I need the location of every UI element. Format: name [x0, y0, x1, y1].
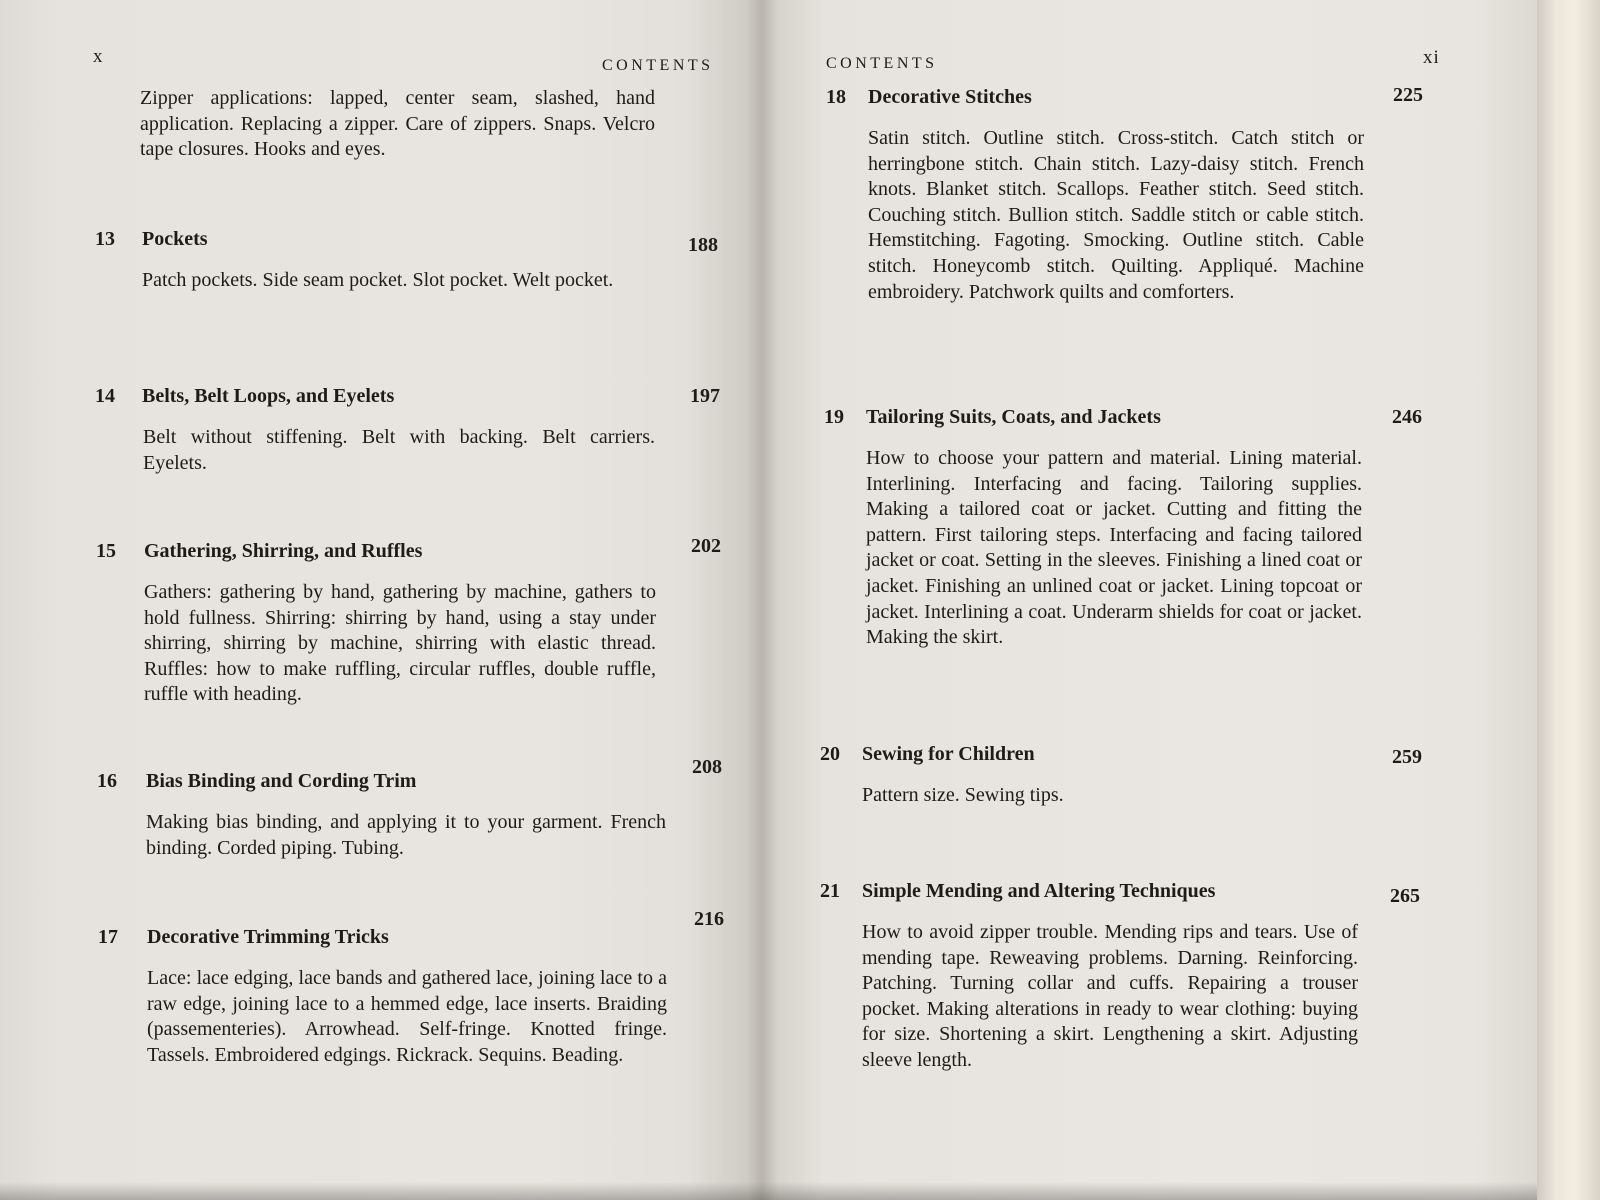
toc-entry-18	[826, 86, 1506, 305]
running-head: CONTENTS	[826, 55, 938, 72]
chapter-title: Sewing for Children	[862, 743, 1035, 765]
chapter-description: Lace: lace edging, lace bands and gathered lace, joining lace to a raw edge, joining lace to a hemmed edge, lace inserts. Braiding (passementeries). Arrowhead. Self-fringe. Knotted fringe. Tassels. Embroidered edgings. Rickrack. Sequins. Beading.	[147, 967, 667, 1066]
chapter-number: 16	[97, 770, 117, 792]
page-number: 246	[1392, 406, 1422, 428]
chapter-description: Patch pockets. Side seam pocket. Slot pocket. Welt pocket.	[142, 269, 614, 291]
chapter-number: 14	[95, 385, 115, 407]
chapter-description: Pattern size. Sewing tips.	[862, 784, 1064, 806]
toc-entry-16	[97, 756, 722, 861]
page-folio: x	[93, 46, 106, 67]
chapter-number: 21	[820, 880, 840, 902]
toc-entry-15	[96, 535, 721, 708]
chapter-description: Satin stitch. Outline stitch. Cross-stitch. Catch stitch or herringbone stitch. Chain stitch. Lazy-daisy stitch. French knots. Blanket stitch. Scallops. Feather stitch. Seed stitch. Couching stitch. Bullion stitch. Saddle stitch or cable stitch. Hemstitching. Fagoting. Smocking. Outline stitch. Cable stitch. Honeycomb stitch. Quilting. Appliqué. Machine embroidery. Patchwork quilts and comforters.	[868, 127, 1364, 303]
page-number: 259	[1392, 746, 1422, 768]
chapter-title: Pockets	[142, 228, 208, 250]
chapter-number: 19	[824, 406, 844, 428]
page-number: 202	[691, 535, 721, 557]
chapter-number: 20	[820, 743, 840, 765]
entry-heading	[97, 756, 722, 796]
toc-entry-17	[98, 908, 724, 1068]
chapter-title: Belts, Belt Loops, and Eyelets	[142, 385, 395, 407]
chapter-description: How to choose your pattern and material. Lining material. Interlining. Interfacing and facing. Tailoring supplies. Making a tailored coat or jacket. Cutting and fitting the pattern. First tailoring steps. Interfacing and facing tailored jacket or coat. Setting in the sleeves. Finishing a lined coat or jacket. Finishing an unlined coat or jacket. Lining topcoat or jacket. Interlining a coat. Underarm shields for coat or jacket. Making the skirt.	[866, 447, 1362, 649]
toc-entry-14	[95, 385, 720, 476]
running-head: CONTENTS	[602, 57, 714, 74]
right-page	[762, 0, 1537, 1200]
toc-entry-19	[824, 406, 1504, 651]
page-edges	[1537, 0, 1600, 1200]
chapter-title: Bias Binding and Cording Trim	[146, 770, 417, 792]
toc-entry-21	[820, 880, 1500, 1074]
entry-heading	[95, 228, 720, 254]
page-number: 208	[692, 756, 722, 778]
chapter-description: Belt without stiffening. Belt with backing. Belt carriers. Eyelets.	[143, 426, 655, 474]
left-page	[0, 0, 762, 1200]
page-number: 197	[690, 385, 720, 407]
page-number: 265	[1390, 885, 1420, 907]
chapter-number: 15	[96, 540, 116, 562]
chapter-title: Gathering, Shirring, and Ruffles	[144, 540, 423, 562]
entry-heading	[98, 908, 724, 952]
chapter-description: Making bias binding, and applying it to your garment. French binding. Corded piping. Tubing.	[146, 811, 666, 859]
entry-heading	[96, 535, 721, 566]
chapter-title: Decorative Stitches	[868, 86, 1032, 108]
page-number: 216	[694, 908, 724, 930]
entry-heading	[820, 880, 1500, 906]
chapter-number: 13	[95, 228, 115, 250]
continuation-text: Zipper applications: lapped, center seam, slashed, hand application. Replacing a zipper. Care of zippers. Snaps. Velcro tape closures. Hooks and eyes.	[140, 87, 655, 161]
entry-heading	[820, 743, 1500, 769]
toc-entry-13	[95, 228, 720, 294]
chapter-description: Gathers: gathering by hand, gathering by machine, gathers to hold fullness. Shirring: shirring by hand, using a stay under shirring, shirring by machine, shirring with elastic thread. Ruffles: how to make ruffling, circular ruffles, double ruffle, ruffle with heading.	[144, 581, 656, 706]
chapter-number: 17	[98, 926, 118, 948]
chapter-title: Decorative Trimming Tricks	[147, 926, 389, 948]
page-number: 225	[1393, 84, 1423, 106]
page-number: 188	[688, 234, 718, 256]
chapter-title: Tailoring Suits, Coats, and Jackets	[866, 406, 1161, 428]
entry-heading	[826, 86, 1506, 112]
chapter-title: Simple Mending and Altering Techniques	[862, 880, 1216, 902]
chapter-number: 18	[826, 86, 846, 108]
page-folio: xi	[1423, 47, 1440, 68]
entry-heading	[824, 406, 1504, 432]
bottom-shadow	[0, 1182, 1537, 1200]
toc-entry-20	[820, 743, 1500, 809]
chapter-description: How to avoid zipper trouble. Mending rips and tears. Use of mending tape. Reweaving problems. Darning. Reinforcing. Patching. Turning collar and cuffs. Repairing a trouser pocket. Making alterations in ready to wear clothing: buying for size. Shortening a skirt. Lengthening a skirt. Adjusting sleeve length.	[862, 921, 1358, 1071]
entry-heading	[95, 385, 720, 411]
